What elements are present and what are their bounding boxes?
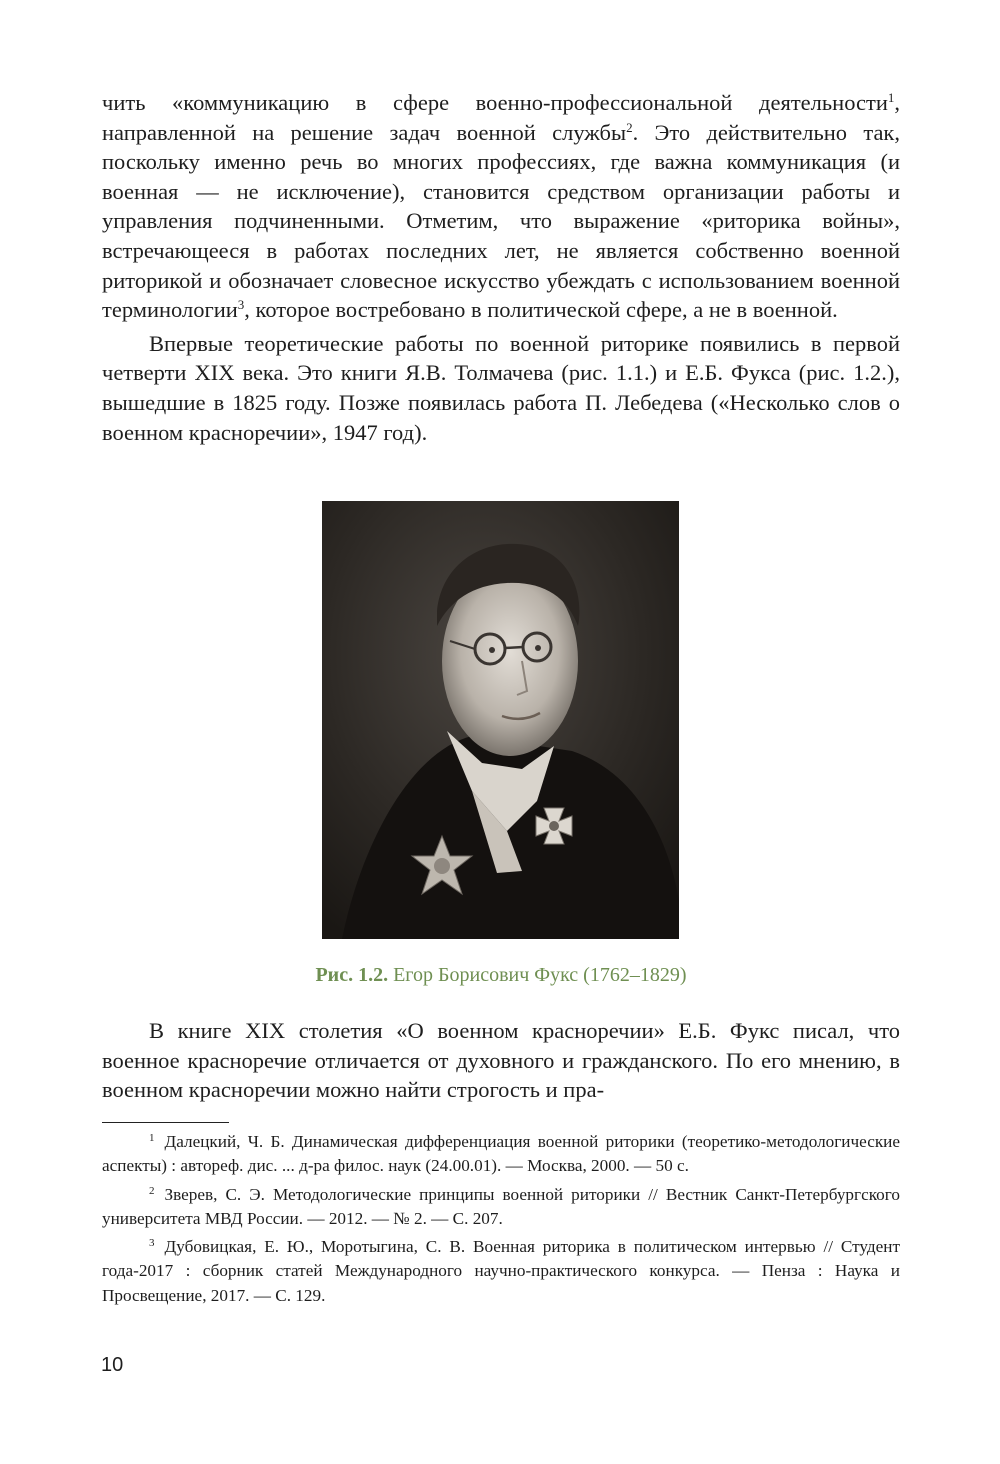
footnote-text: Дубовицкая, Е. Ю., Моротыгина, С. В. Военная риторика в политическом интервью // Студент года-2017 : сборник статей Международного научно-практического конкурса. — Пенза : Наука и Просвещение, 2017. — С. 129. (102, 1237, 900, 1305)
footnote-number: 3 (149, 1237, 155, 1250)
body-text-bottom (102, 1016, 900, 1105)
paragraph-1: чить «коммуникацию в сфере военно-профессиональной деятельности$^1$, направленной на решение задач военной службы$^2$. Это действительно так, поскольку именно речь во многих профессиях, где важна коммуникация (и военная — не исключение), становится средством организации работы и управления подчиненными. Отметим, что выражение «риторика войны», встречающееся в работах последних лет, не является собственно военной риторикой и обозначает словесное искусство убеждать с использованием военной терминологии$^3$, которое востребовано в политической сфере, а не в военной. (102, 90, 900, 323)
page-number: 10 (101, 1354, 124, 1376)
footnote-2 (102, 1183, 900, 1232)
figure-caption-text: Егор Борисович Фукс (1762–1829) (388, 964, 687, 986)
footnote-ref-3[interactable]: 3 (237, 297, 245, 313)
footnotes (102, 1130, 900, 1312)
footnote-number: 2 (149, 1184, 155, 1197)
paragraph-2: Впервые теоретические работы по военной риторике появились в первой четверти XIX века. Это книги Я.В. Толмачева (рис. 1.1.) и Е.Б. Фукса (рис. 1.2.), вышедшие в 1825 году. Позже появилась работа П. Лебедева («Несколько слов о военном красноречии», 1947 год). (102, 330, 900, 445)
paragraph-3: В книге XIX столетия «О военном красноречии» Е.Б. Фукс писал, что военное красноречие отличается от духовного и гражданского. По его мнению, в военном красноречии можно найти строгость и пра- (102, 1018, 900, 1103)
footnote-ref-1[interactable]: 1 (887, 90, 895, 105)
footnote-text: Зверев, С. Э. Методологические принципы военной риторики // Вестник Санкт-Петербургского университета МВД России. — 2012. — № 2. — С. 207. (102, 1184, 900, 1228)
figure-label: Рис. 1.2. (315, 964, 389, 986)
portrait-image (322, 501, 679, 939)
figure-caption (102, 964, 900, 987)
footnote-3 (102, 1235, 900, 1308)
footnote-separator (102, 1122, 229, 1123)
body-text-top (102, 88, 900, 447)
footnote-ref-2[interactable]: 2 (626, 119, 633, 135)
footnote-1 (102, 1130, 900, 1179)
footnote-number: 1 (149, 1132, 155, 1144)
footnote-text: Далецкий, Ч. Б. Динамическая дифференциация военной риторики (теоретико-методологические аспекты) : автореф. дис. ... д-ра филос. наук (24.00.01). — Москва, 2000. — 50 с. (102, 1132, 900, 1176)
